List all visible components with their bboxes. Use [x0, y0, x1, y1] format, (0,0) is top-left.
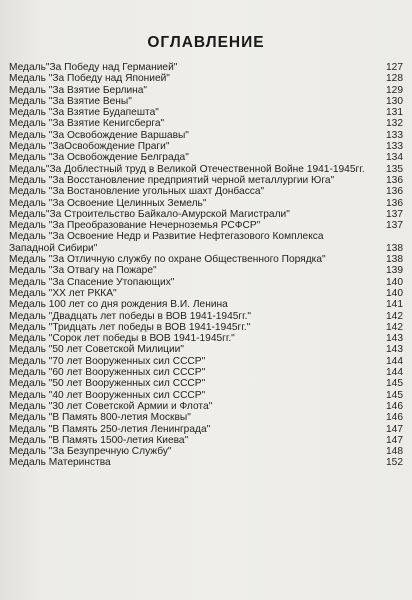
toc-entry-title: Медаль "XX лет РККА"	[9, 287, 117, 299]
toc-entry-page: 145	[386, 378, 403, 390]
toc-entry-title: Медаль "Двадцать лет победы в ВОВ 1941-1945гг."	[9, 310, 252, 322]
toc-entry	[9, 73, 403, 84]
toc-entry-page: 138	[386, 242, 403, 254]
toc-entry-title: Медаль "В Память 250-летия Ленинграда"	[9, 423, 211, 435]
toc-entry-title: Медаль "За Взятие Будапешта"	[9, 107, 159, 119]
toc-entry	[9, 311, 403, 322]
toc-entry	[9, 107, 403, 118]
toc-entry-page: 136	[386, 186, 403, 198]
toc-entry-title: Медаль "50 лет Советской Милиции"	[9, 344, 184, 356]
toc-entry	[9, 118, 403, 129]
toc-entry-title: Медаль "Сорок лет победы в ВОВ 1941-1945гг."	[9, 333, 235, 345]
toc-entry	[9, 378, 403, 389]
toc-entry-page: 142	[386, 310, 403, 322]
toc-entry-title: Медаль "За Спасение Утопающих"	[9, 276, 175, 288]
toc-entry-title: Медаль "За Взятие Кенигсберга"	[9, 118, 165, 130]
toc-entry-title: Медаль "В Память 800-летия Москвы"	[9, 412, 191, 424]
toc-entry-page: 131	[386, 107, 403, 119]
toc-entry-title: Медаль "Тридцать лет победы в ВОВ 1941-1945гг."	[9, 321, 251, 333]
toc-entry-page: 142	[386, 321, 403, 333]
toc-entry	[9, 254, 403, 265]
toc-entry-page: 133	[386, 129, 403, 141]
toc-entry	[9, 299, 403, 310]
toc-entry-page: 127	[386, 62, 403, 73]
toc-entry-title: Медаль "За Отвагу на Пожаре"	[9, 265, 157, 277]
toc-entry-title: Медаль "В Память 1500-летия Киева"	[9, 434, 189, 446]
toc-entry-page: 152	[386, 457, 403, 469]
toc-entry	[9, 265, 403, 276]
toc-entry-page: 137	[386, 220, 403, 232]
toc-entry	[9, 457, 403, 468]
toc-entry-title: Медаль "За Взятие Берлина"	[9, 84, 148, 96]
toc-entry	[9, 164, 403, 175]
toc-entry	[9, 322, 403, 333]
toc-entry-title: Медаль "За Взятие Вены"	[9, 95, 132, 107]
toc-entry	[9, 85, 403, 96]
toc-entry-page: 136	[386, 197, 403, 209]
toc-entry-title: Медаль "За Освобождение Варшавы"	[9, 129, 189, 141]
toc-entry-title: Медаль "40 лет Вооруженных сил СССР"	[9, 389, 206, 401]
toc-entry	[9, 198, 403, 209]
toc-entry	[9, 152, 403, 163]
toc-entry-title: Медаль Материнства	[9, 457, 111, 469]
toc-entry-title: Медаль "За Освоение Целинных Земель"	[9, 197, 207, 209]
toc-entry-title: Медаль "За Безупречную Службу"	[9, 446, 172, 458]
toc-entry-title: Медаль "За Победу над Японией"	[9, 73, 170, 85]
toc-entry	[9, 209, 403, 220]
toc-entry-title: Медаль "За Освобождение Белграда"	[9, 152, 189, 164]
toc-entry-page: 139	[386, 265, 403, 277]
toc-entry-title: Медаль "За Востановление угольных шахт Донбасса"	[9, 186, 265, 198]
toc-entry	[9, 390, 403, 401]
toc-entry-page: 143	[386, 333, 403, 345]
toc-entry-title: Медаль"За Доблестный труд в Великой Отечественной Войне 1941-1945гг.	[9, 163, 365, 175]
toc-entry-page: 138	[386, 254, 403, 266]
toc-entry	[9, 344, 403, 355]
toc-entry-title: Медаль"За Строительство Байкало-Амурской Магистрали"	[9, 208, 290, 220]
toc-entry	[9, 367, 403, 378]
toc-entry-title: Медаль 100 лет со дня рождения В.И. Ленина	[9, 299, 228, 311]
toc-entry	[9, 435, 403, 446]
toc-entry-title: Медаль "70 лет Вооруженных сил СССР"	[9, 355, 206, 367]
toc-entry	[9, 130, 403, 141]
toc-entry-page: 130	[386, 95, 403, 107]
toc-entry-page: 141	[386, 299, 403, 311]
toc-entry-page: 140	[386, 287, 403, 299]
toc-entry-title: Медаль"За Победу над Германией"	[9, 62, 178, 73]
toc-entry-page: 133	[386, 141, 403, 153]
toc-entry-page: 135	[386, 163, 403, 175]
toc-entry	[9, 424, 403, 435]
toc-entry	[9, 96, 403, 107]
toc-entry	[9, 401, 403, 412]
toc-entry-page: 144	[386, 367, 403, 379]
toc-entry	[9, 333, 403, 344]
toc-entry-page: 146	[386, 400, 403, 412]
page-title: ОГЛАВЛЕНИЕ	[147, 34, 265, 51]
toc-entry	[9, 288, 403, 299]
toc-entry-page: 148	[386, 446, 403, 458]
toc-entry	[9, 277, 403, 288]
toc-entry-page: 143	[386, 344, 403, 356]
toc-entry	[9, 356, 403, 367]
toc-entry	[9, 186, 403, 197]
toc-entry-title: Медаль "За Преобразование Нечерноземья РСФСР"	[9, 220, 261, 232]
toc-entry-title: Медаль "50 лет Вооруженных сил СССР"	[9, 378, 206, 390]
toc-entry-title: Медаль "За Восстановление предприятий черной металлургии Юга"	[9, 174, 335, 186]
toc-entry-page: 128	[386, 73, 403, 85]
toc-entry-title: Медаль "30 лет Советской Армии и Флота"	[9, 400, 213, 412]
toc-entry-page: 137	[386, 208, 403, 220]
toc-entry-page: 136	[386, 174, 403, 186]
toc-entry	[9, 62, 403, 73]
toc-entry-page: 144	[386, 355, 403, 367]
toc-entry-page: 147	[386, 434, 403, 446]
toc-entry	[9, 220, 403, 231]
toc-entry-page: 140	[386, 276, 403, 288]
toc-entry	[9, 412, 403, 423]
toc-entry-page: 146	[386, 412, 403, 424]
toc-entry	[9, 231, 403, 254]
toc-entry-page: 129	[386, 84, 403, 96]
table-of-contents	[9, 62, 403, 469]
toc-entry-page: 132	[386, 118, 403, 130]
toc-entry	[9, 175, 403, 186]
toc-entry-title: Медаль "ЗаОсвобождение Праги"	[9, 141, 170, 153]
toc-entry-title: Медаль "За Освоение Недр и Развитие Нефтегазового Комплекса Западной Сибири"	[9, 231, 324, 254]
toc-entry-title: Медаль "60 лет Вооруженных сил СССР"	[9, 367, 206, 379]
toc-entry-page: 145	[386, 389, 403, 401]
toc-entry	[9, 141, 403, 152]
toc-entry-page: 134	[386, 152, 403, 164]
toc-entry	[9, 446, 403, 457]
toc-entry-title: Медаль "За Отличную службу по охране Общественного Порядка"	[9, 254, 326, 266]
toc-entry-page: 147	[386, 423, 403, 435]
